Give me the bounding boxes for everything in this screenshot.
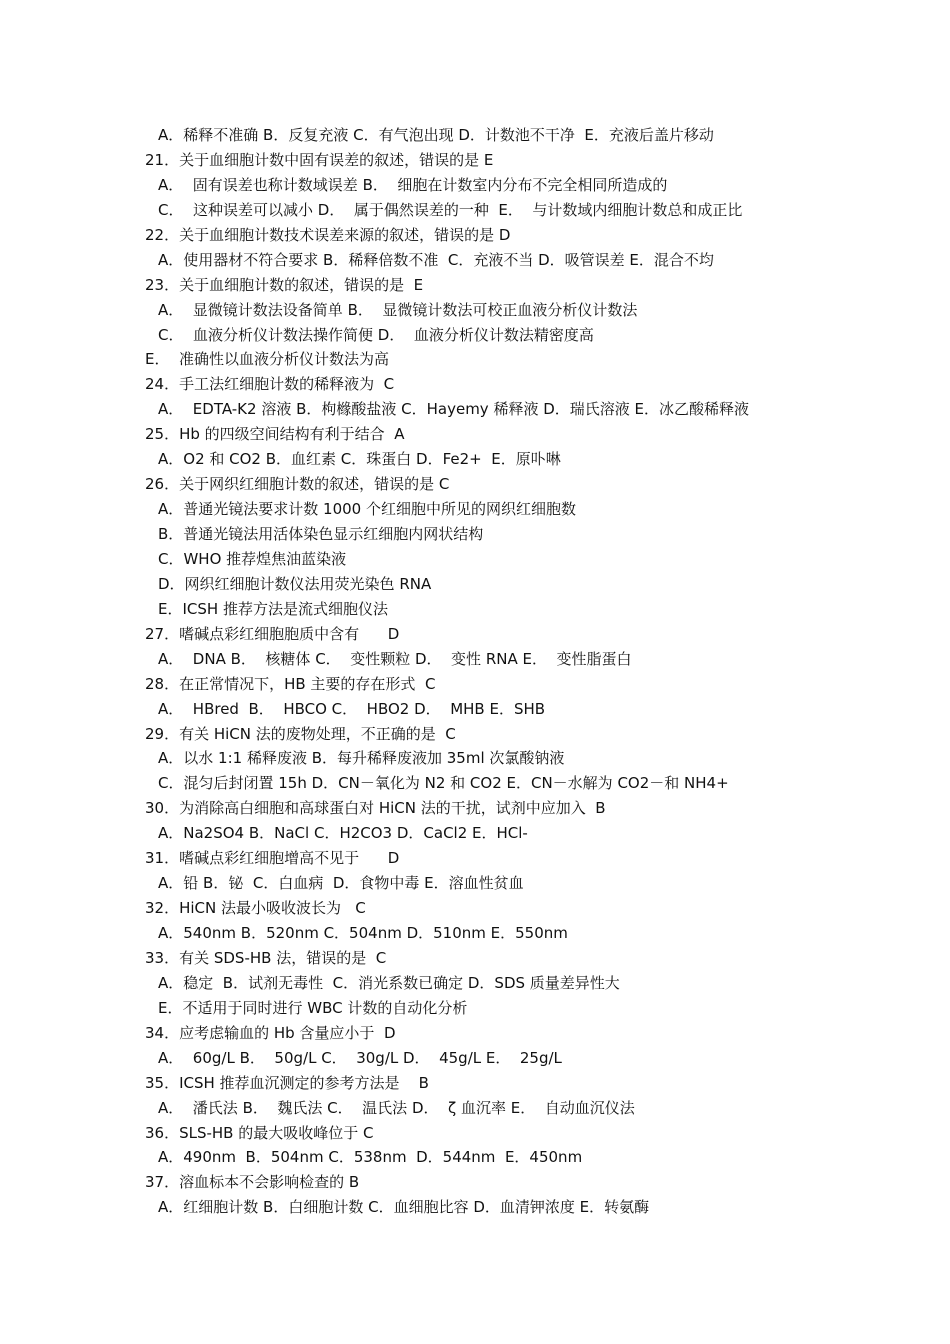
question-stem: 37．溶血标本不会影响检查的 B bbox=[145, 1173, 360, 1192]
question-stem: 22．关于血细胞计数技术误差来源的叙述，错误的是 D bbox=[145, 225, 511, 244]
answer-options: E．ICSH 推荐方法是流式细胞仪法 bbox=[158, 599, 388, 618]
answer-options: A． 潘氏法 B． 魏氏法 C． 温氏法 D． ζ 血沉率 E． 自动血沉仪法 bbox=[158, 1098, 635, 1117]
question-stem: 27．嗜碱点彩红细胞胞质中含有 D bbox=[145, 624, 400, 643]
answer-options: A．Na2SO4 B．NaCl C．H2CO3 D．CaCl2 E．HCl- bbox=[158, 824, 528, 843]
answer-options: A．铅 B．铋 C．白血病 D．食物中毒 E．溶血性贫血 bbox=[158, 874, 524, 893]
question-stem: 29．有关 HiCN 法的废物处理，不正确的是 C bbox=[145, 724, 456, 743]
question-stem: 34．应考虑输血的 Hb 含量应小于 D bbox=[145, 1023, 396, 1042]
question-stem: 21．关于血细胞计数中固有误差的叙述，错误的是 E bbox=[145, 150, 494, 169]
question-stem: 28．在正常情况下，HB 主要的存在形式 C bbox=[145, 674, 436, 693]
question-stem: 35．ICSH 推荐血沉测定的参考方法是 B bbox=[145, 1073, 429, 1092]
answer-options: A．O2 和 CO2 B．血红素 C．珠蛋白 D．Fe2+ E．原卟啉 bbox=[158, 450, 561, 469]
answer-options: A．490nm B．504nm C．538nm D．544nm E．450nm bbox=[158, 1148, 583, 1167]
answer-options: A．红细胞计数 B．白细胞计数 C．血细胞比容 D．血清钾浓度 E．转氨酶 bbox=[158, 1198, 650, 1217]
answer-options: A．使用器材不符合要求 B．稀释倍数不准 C．充液不当 D．吸管误差 E．混合不均 bbox=[158, 250, 714, 269]
answer-options: A．普通光镜法要求计数 1000 个红细胞中所见的网织红细胞数 bbox=[158, 500, 576, 519]
answer-options: A． 固有误差也称计数域误差 B． 细胞在计数室内分布不完全相同所造成的 bbox=[158, 175, 668, 194]
answer-options: B．普通光镜法用活体染色显示红细胞内网状结构 bbox=[158, 525, 484, 543]
question-stem: 36．SLS-HB 的最大吸收峰位于 C bbox=[145, 1123, 374, 1142]
answer-options: A． DNA B． 核糖体 C． 变性颗粒 D． 变性 RNA E． 变性脂蛋白 bbox=[158, 649, 632, 668]
question-stem: 24．手工法红细胞计数的稀释液为 C bbox=[145, 375, 395, 394]
answer-options: C． 这种误差可以减小 D． 属于偶然误差的一种 E． 与计数域内细胞计数总和成正比 bbox=[158, 200, 743, 219]
question-list bbox=[0, 123, 950, 1220]
answer-options: A． 60g/L B． 50g/L C． 30g/L D． 45g/L E． 25g/L bbox=[158, 1048, 562, 1067]
answer-options: E． 准确性以血液分析仪计数法为高 bbox=[145, 350, 390, 369]
question-stem: 30．为消除高白细胞和高球蛋白对 HiCN 法的干扰，试剂中应加入 B bbox=[145, 799, 606, 818]
answer-options: A．稀释不准确 B．反复充液 C．有气泡出现 D．计数池不干净 E．充液后盖片移动 bbox=[158, 126, 714, 144]
answer-options: A．以水 1:1 稀释废液 B．每升稀释废液加 35ml 次氯酸钠液 bbox=[158, 749, 565, 768]
question-stem: 26．关于网织红细胞计数的叙述，错误的是 C bbox=[145, 475, 450, 494]
question-stem: 23．关于血细胞计数的叙述，错误的是 E bbox=[145, 275, 424, 294]
question-stem: 33．有关 SDS-HB 法，错误的是 C bbox=[145, 948, 387, 967]
answer-options: A． 显微镜计数法设备简单 B． 显微镜计数法可校正血液分析仪计数法 bbox=[158, 300, 638, 319]
answer-options: A． EDTA-K2 溶液 B．枸橼酸盐液 C．Hayemy 稀释液 D．瑞氏溶液 E．冰乙酸稀释液 bbox=[158, 400, 750, 419]
answer-options: C． 血液分析仪计数法操作简便 D． 血液分析仪计数法精密度高 bbox=[158, 325, 594, 344]
answer-options: C．WHO 推荐煌焦油蓝染液 bbox=[158, 549, 347, 568]
answer-options: A．稳定 B．试剂无毒性 C．消光系数已确定 D．SDS 质量差异性大 bbox=[158, 973, 620, 992]
answer-options: E．不适用于同时进行 WBC 计数的自动化分析 bbox=[158, 998, 468, 1017]
answer-options: C．混匀后封闭置 15h D．CN－氧化为 N2 和 CO2 E．CN－水解为 CO2－和 NH4+ bbox=[158, 774, 729, 793]
question-stem: 31．嗜碱点彩红细胞增高不见于 D bbox=[145, 849, 400, 868]
question-stem: 25．Hb 的四级空间结构有利于结合 A bbox=[145, 425, 405, 444]
question-stem: 32．HiCN 法最小吸收波长为 C bbox=[145, 899, 366, 918]
answer-options: A． HBred B． HBCO C． HBO2 D． MHB E．SHB bbox=[158, 699, 546, 718]
answer-options: A．540nm B．520nm C．504nm D．510nm E．550nm bbox=[158, 924, 568, 942]
answer-options: D．网织红细胞计数仪法用荧光染色 RNA bbox=[158, 574, 432, 593]
